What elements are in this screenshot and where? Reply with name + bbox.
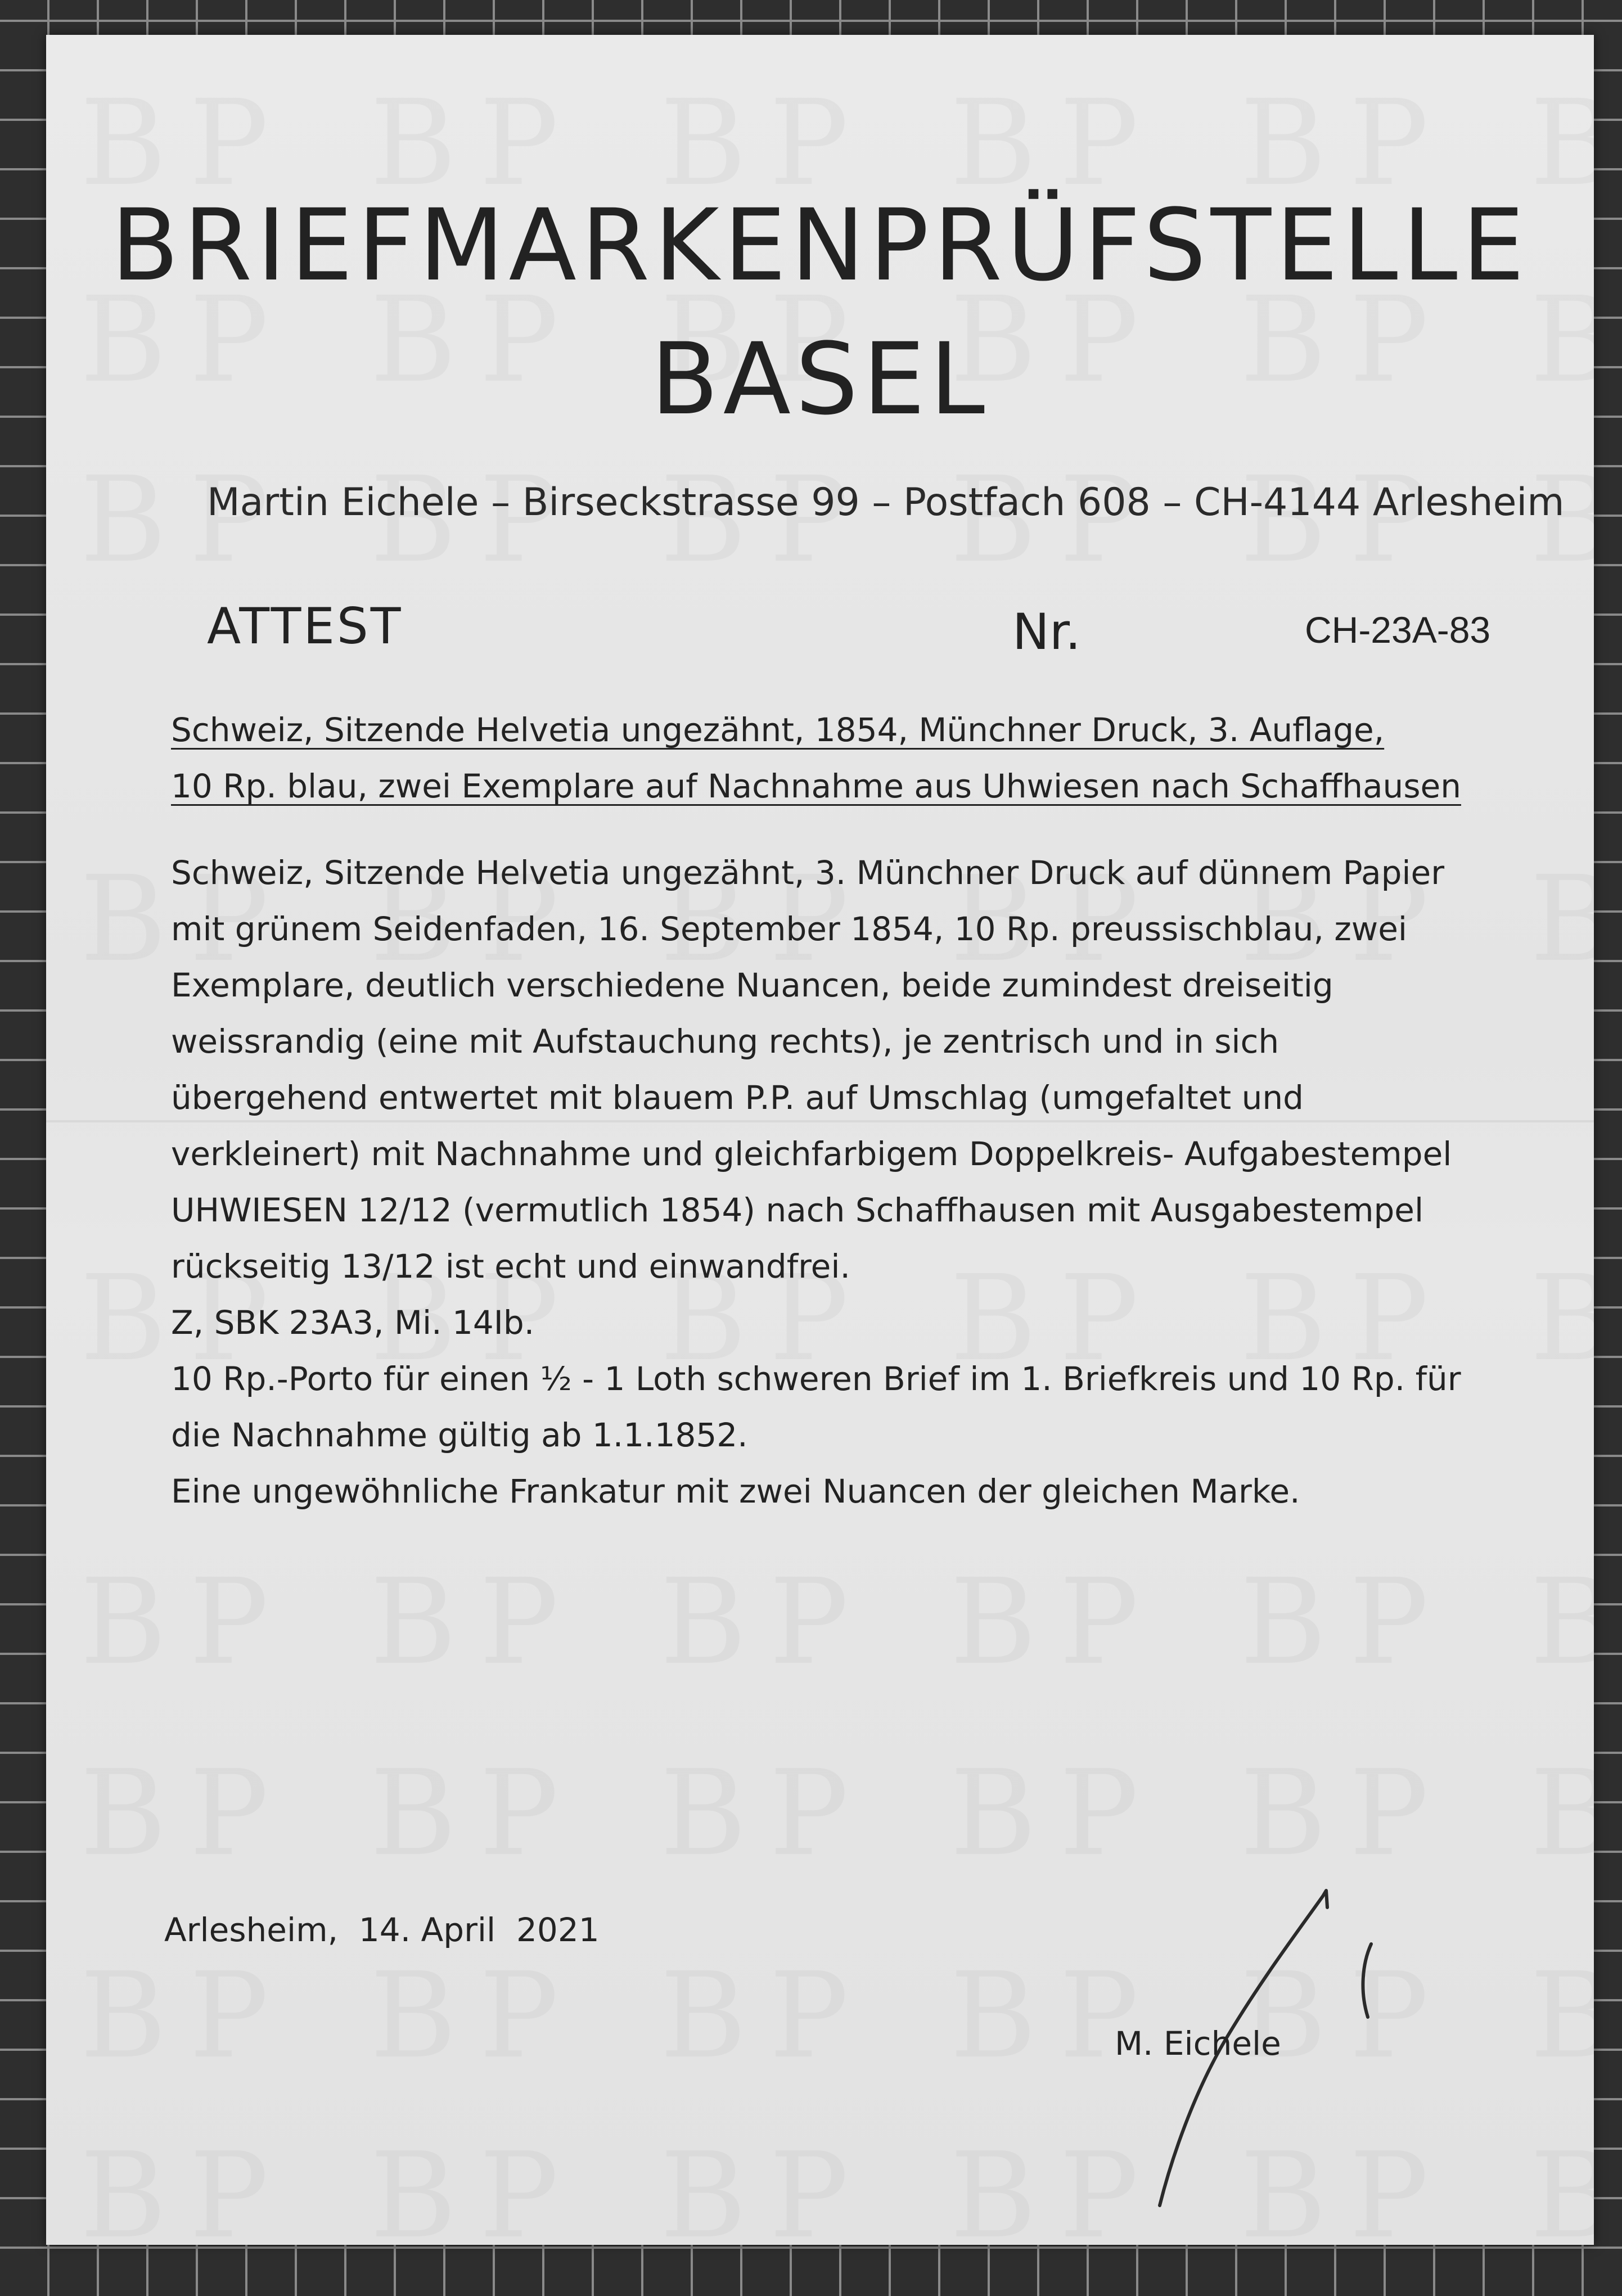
- number-label: Nr.: [1012, 603, 1081, 661]
- subject-heading: [171, 702, 1461, 814]
- body-line: Eine ungewöhnliche Frankatur mit zwei Nuancen der gleichen Marke.: [171, 1472, 1300, 1510]
- certificate-number: CH-23A-83: [1305, 609, 1491, 651]
- body-line: UHWIESEN 12/12 (vermutlich 1854) nach Schaffhausen mit Ausgabestempel: [171, 1191, 1424, 1229]
- body-line: verkleinert) mit Nachnahme und gleichfarbigem Doppelkreis- Aufgabestempel: [171, 1135, 1452, 1173]
- body-line: übergehend entwertet mit blauem P.P. auf Umschlag (umgefaltet und: [171, 1079, 1304, 1117]
- office-address: Martin Eichele – Birseckstrasse 99 – Postfach 608 – CH-4144 Arlesheim: [207, 480, 1565, 525]
- body-line: Z, SBK 23A3, Mi. 14Ib.: [171, 1303, 535, 1342]
- subject-line: Schweiz, Sitzende Helvetia ungezähnt, 1854, Münchner Druck, 3. Auflage,: [171, 711, 1385, 749]
- subject-line: 10 Rp. blau, zwei Exemplare auf Nachnahme aus Uhwiesen nach Schaffhausen: [171, 767, 1461, 805]
- body-line: Schweiz, Sitzende Helvetia ungezähnt, 3. Münchner Druck auf dünnem Papier: [171, 854, 1445, 892]
- certificate-sheet: [46, 35, 1594, 2245]
- body-line: 10 Rp.-Porto für einen ½ - 1 Loth schweren Brief im 1. Briefkreis und 10 Rp. für: [171, 1360, 1461, 1398]
- attest-label: ATTEST: [207, 597, 403, 655]
- body-line: mit grünem Seidenfaden, 16. September 1854, 10 Rp. preussischblau, zwei: [171, 910, 1407, 948]
- office-title: BRIEFMARKENPRÜFSTELLE: [111, 188, 1529, 303]
- body-line: die Nachnahme gültig ab 1.1.1852.: [171, 1416, 748, 1454]
- body-line: rückseitig 13/12 ist echt und einwandfrei.: [171, 1247, 850, 1285]
- office-city: BASEL: [650, 322, 990, 437]
- body-line: Exemplare, deutlich verschiedene Nuancen, beide zumindest dreiseitig: [171, 966, 1333, 1004]
- body-line: weissrandig (eine mit Aufstauchung rechts), je zentrisch und in sich: [171, 1022, 1279, 1061]
- signer-name: M. Eichele: [1115, 2024, 1281, 2063]
- certificate-body: [171, 845, 1461, 1519]
- place-date: Arlesheim, 14. April 2021: [164, 1911, 600, 1949]
- watermark-row: [80, 1553, 1594, 1691]
